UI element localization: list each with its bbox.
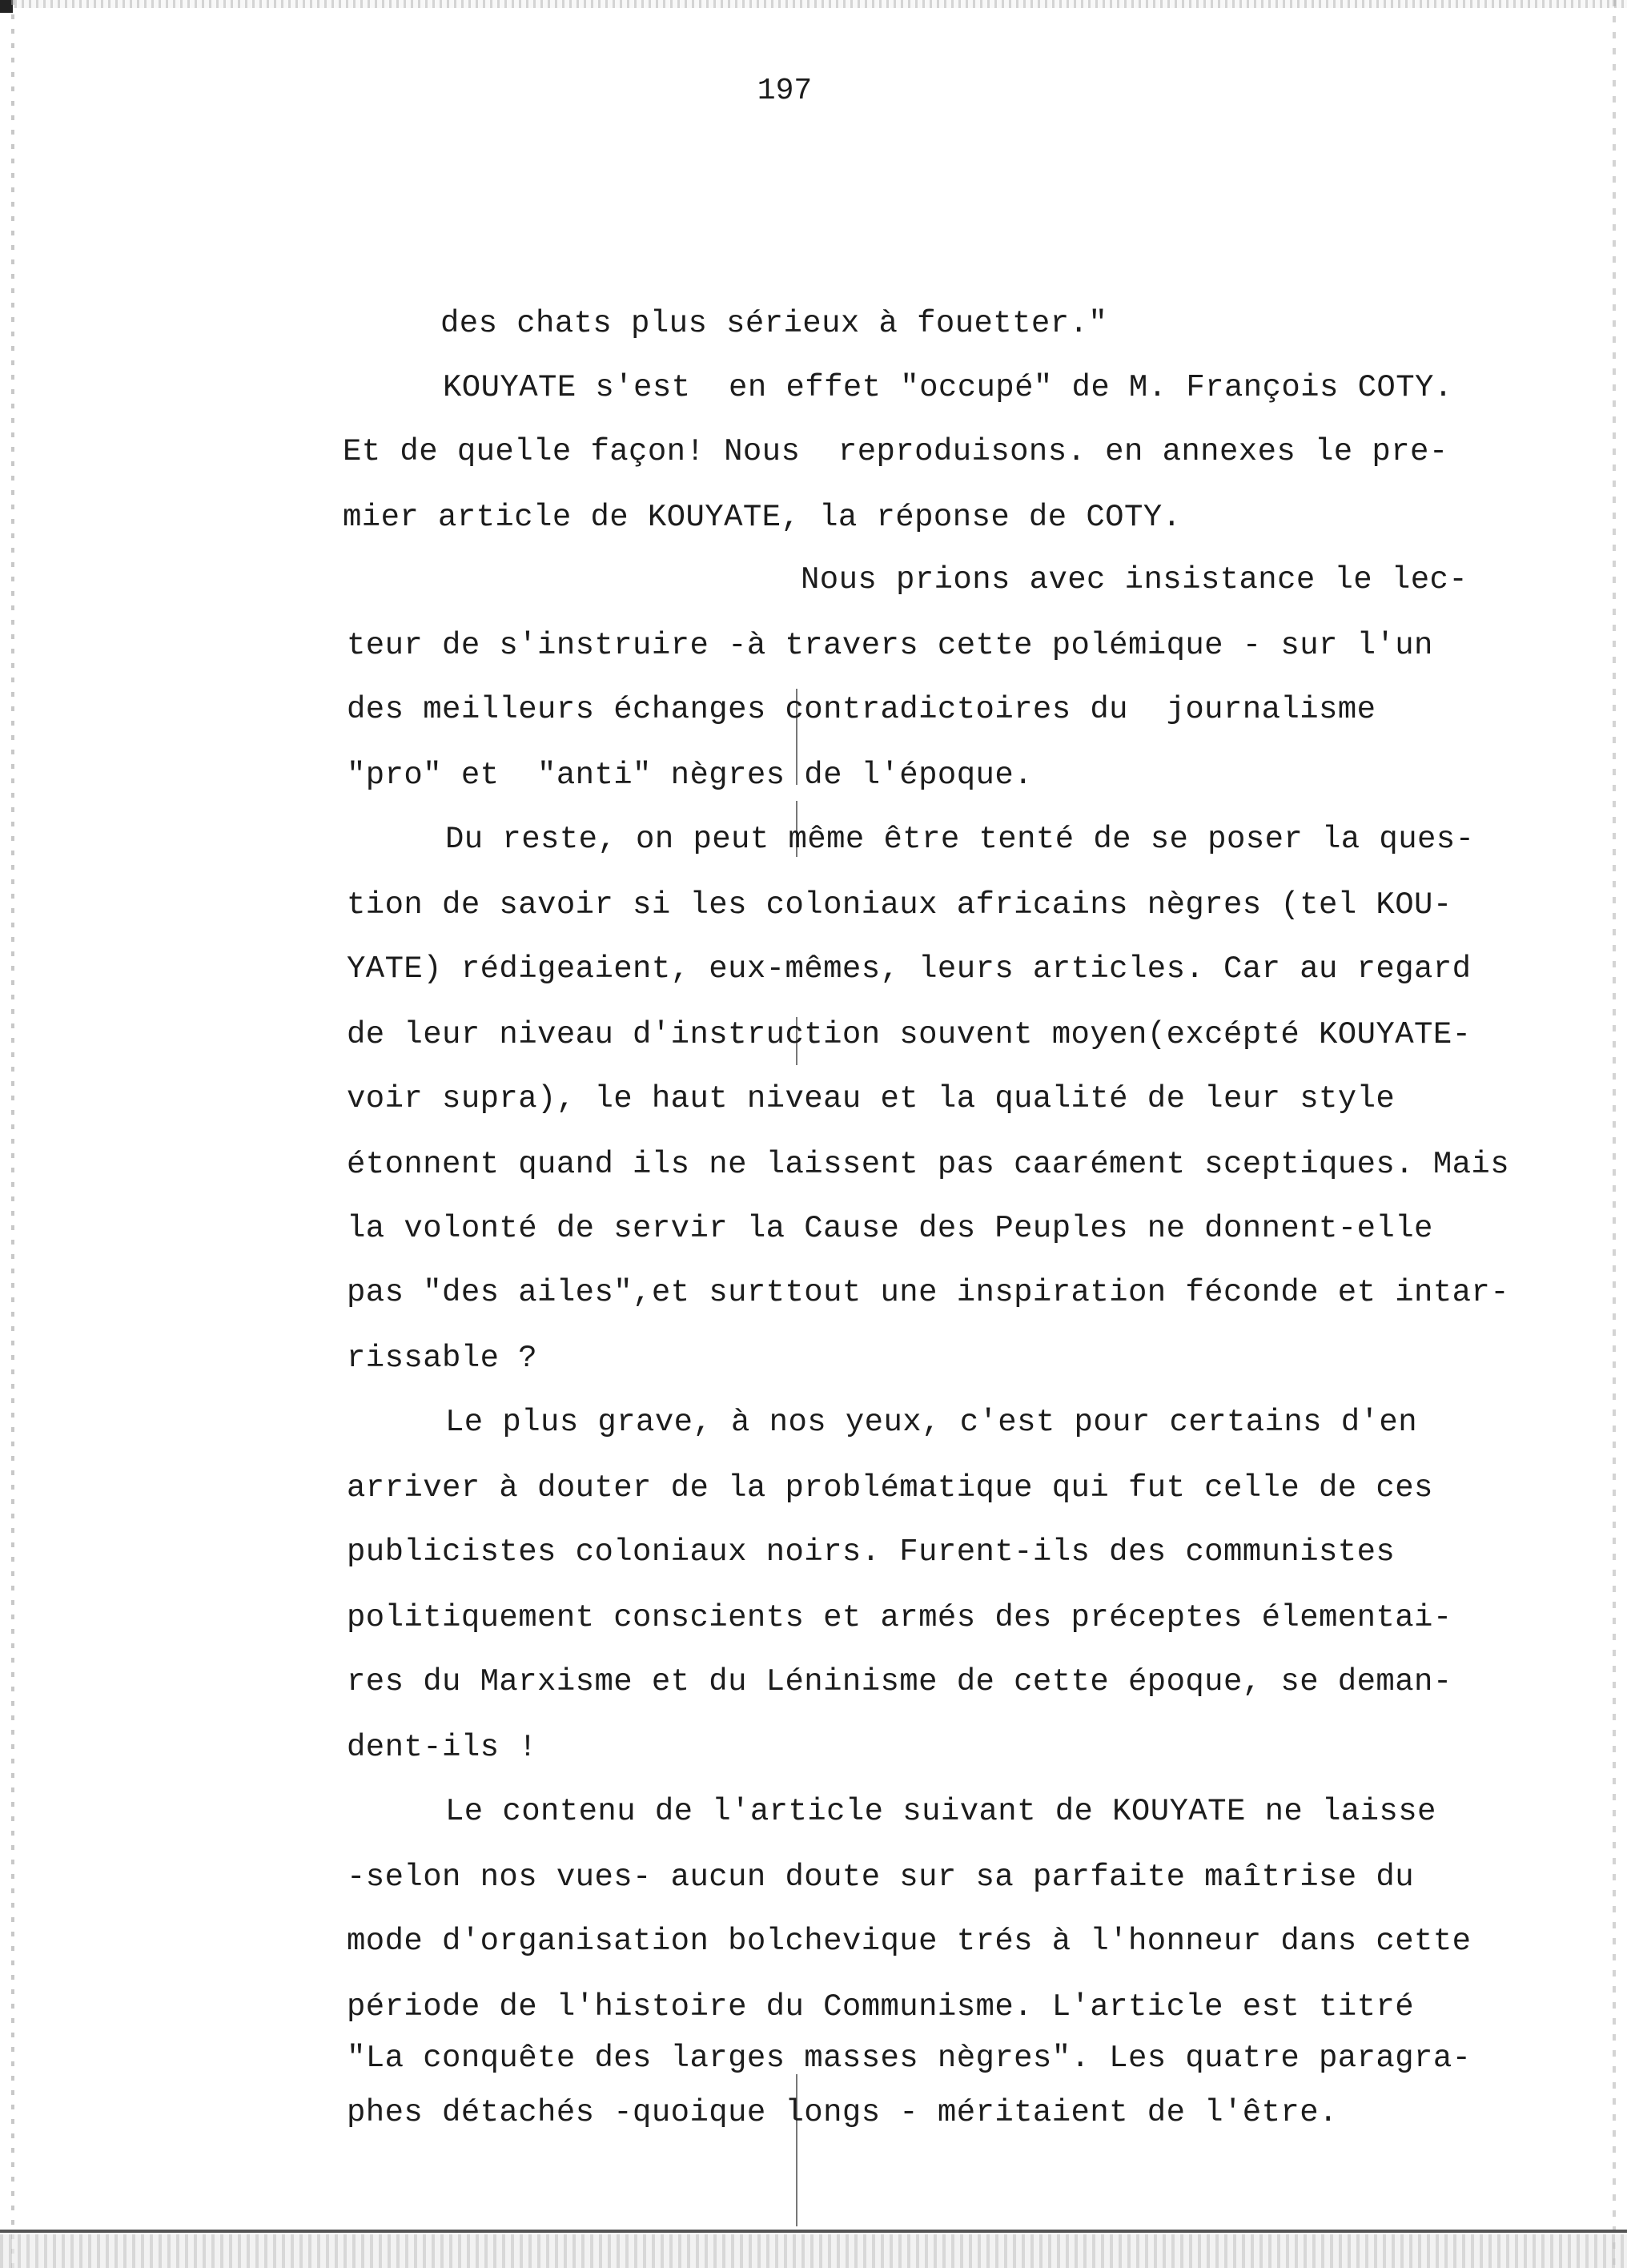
scan-rule-bottom bbox=[0, 2230, 1627, 2233]
text-line: teur de s'instruire -à travers cette polémique - sur l'un bbox=[347, 628, 1433, 663]
text-line: Du reste, on peut même être tenté de se poser la ques- bbox=[445, 822, 1475, 857]
text-line: arriver à douter de la problématique qui fut celle de ces bbox=[347, 1470, 1433, 1506]
text-line: "La conquête des larges masses nègres". Les quatre paragra- bbox=[347, 2041, 1472, 2076]
text-line: Nous prions avec insistance le lec- bbox=[801, 562, 1468, 597]
text-line: "pro" et "anti" nègres de l'époque. bbox=[347, 758, 1033, 793]
text-line: YATE) rédigeaient, eux-mêmes, leurs articles. Car au regard bbox=[347, 951, 1472, 987]
text-line: rissable ? bbox=[347, 1341, 538, 1376]
text-line: période de l'histoire du Communisme. L'article est titré bbox=[347, 1989, 1415, 2025]
text-line: phes détachés -quoique longs - méritaient de l'être. bbox=[347, 2095, 1338, 2130]
text-line: dent-ils ! bbox=[347, 1730, 538, 1765]
text-line: des meilleurs échanges contradictoires du journalisme bbox=[347, 692, 1376, 727]
page-number: 197 bbox=[757, 74, 813, 108]
scan-edge-bottom bbox=[0, 2234, 1627, 2268]
text-line: tion de savoir si les coloniaux africains nègres (tel KOU- bbox=[347, 887, 1452, 923]
scan-edge-left bbox=[11, 0, 14, 2268]
text-line: Et de quelle façon! Nous reproduisons. en annexes le pre- bbox=[343, 434, 1448, 469]
text-line: Le plus grave, à nos yeux, c'est pour certains d'en bbox=[445, 1405, 1417, 1440]
text-line: des chats plus sérieux à fouetter." bbox=[440, 306, 1108, 341]
text-line: pas "des ailes",et surttout une inspiration féconde et intar- bbox=[347, 1275, 1510, 1310]
scan-edge-right bbox=[1613, 0, 1616, 2268]
text-line: étonnent quand ils ne laissent pas caarément sceptiques. Mais bbox=[347, 1147, 1510, 1182]
text-line: de leur niveau d'instruction souvent moyen(excépté KOUYATE- bbox=[347, 1017, 1472, 1052]
text-line: voir supra), le haut niveau et la qualité de leur style bbox=[347, 1081, 1396, 1116]
text-line: KOUYATE s'est en effet "occupé" de M. François COTY. bbox=[443, 370, 1453, 405]
scan-edge-top bbox=[0, 0, 1627, 8]
text-line: res du Marxisme et du Léninisme de cette époque, se deman- bbox=[347, 1664, 1452, 1699]
text-line: publicistes coloniaux noirs. Furent-ils des communistes bbox=[347, 1534, 1396, 1570]
text-line: la volonté de servir la Cause des Peuples ne donnent-elle bbox=[347, 1211, 1433, 1246]
text-line: Le contenu de l'article suivant de KOUYATE ne laisse bbox=[445, 1794, 1436, 1829]
text-line: mode d'organisation bolchevique trés à l'honneur dans cette bbox=[347, 1924, 1472, 1959]
text-line: mier article de KOUYATE, la réponse de COTY. bbox=[343, 500, 1182, 535]
text-line: -selon nos vues- aucun doute sur sa parfaite maîtrise du bbox=[347, 1860, 1415, 1895]
text-line: politiquement conscients et armés des préceptes élementai- bbox=[347, 1600, 1452, 1635]
